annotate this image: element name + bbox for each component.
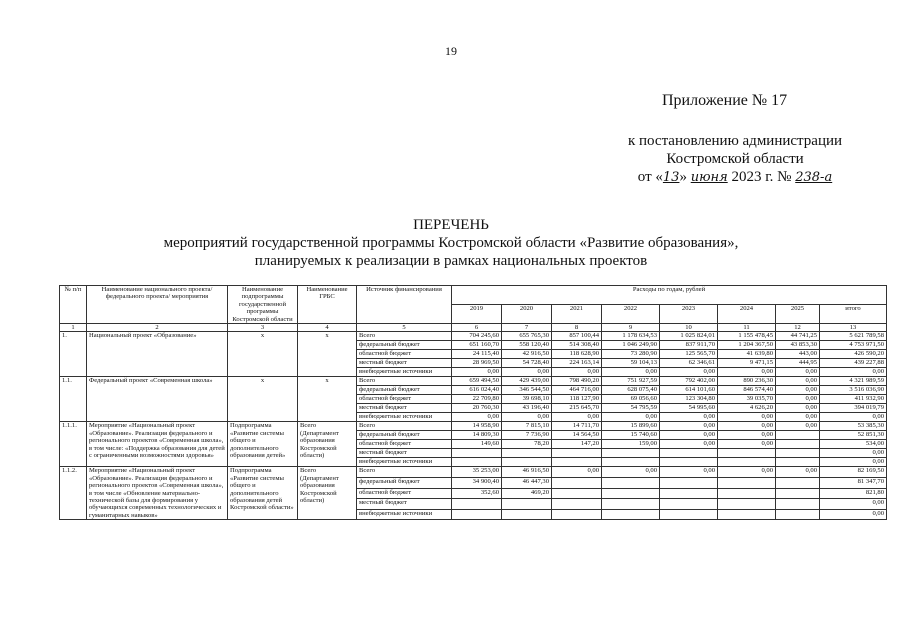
amount-cell — [660, 509, 718, 520]
amount-cell: 558 120,40 — [502, 341, 552, 350]
amount-cell — [602, 458, 660, 467]
amount-cell: 0,00 — [660, 431, 718, 440]
appendix-line-2: Костромской области — [666, 151, 804, 167]
amount-cell: 69 056,60 — [602, 395, 660, 404]
appendix-line-1: к постановлению администрации — [627, 133, 843, 149]
date-mid: » — [679, 169, 687, 185]
amount-cell — [552, 458, 602, 467]
amount-cell: 837 911,70 — [660, 341, 718, 350]
item-number: 1. — [60, 332, 87, 377]
amount-cell — [660, 449, 718, 458]
table-row — [60, 467, 887, 478]
amount-cell: 0,00 — [718, 440, 776, 449]
amount-cell — [776, 449, 820, 458]
amount-cell: 44 741,25 — [776, 332, 820, 341]
amount-cell: 429 439,00 — [502, 377, 552, 386]
amount-cell: 651 160,70 — [452, 341, 502, 350]
header-year: 2023 — [660, 305, 718, 324]
amount-cell: 15 899,60 — [602, 422, 660, 431]
amount-cell: 52 851,30 — [820, 431, 887, 440]
amount-cell — [776, 488, 820, 499]
amount-cell — [602, 449, 660, 458]
amount-cell: 0,00 — [718, 368, 776, 377]
funding-source: внебюджетные источники — [357, 413, 452, 422]
amount-cell: 15 740,60 — [602, 431, 660, 440]
amount-cell — [452, 499, 502, 510]
index-cell: 10 — [660, 324, 718, 332]
amount-cell: 0,00 — [718, 422, 776, 431]
index-cell: 5 — [357, 324, 452, 332]
header-expenses: Расходы по годам, рублей — [452, 286, 887, 305]
amount-cell: 9 471,15 — [718, 359, 776, 368]
amount-cell: 53 385,30 — [820, 422, 887, 431]
amount-cell — [660, 499, 718, 510]
amount-cell — [602, 499, 660, 510]
amount-cell: 394 019,79 — [820, 404, 887, 413]
header-subprogram: Наименование подпрограммы государственной программы Костромской области — [228, 286, 298, 324]
amount-cell — [602, 478, 660, 489]
header-num: № п/п — [60, 286, 87, 324]
amount-cell: 24 115,40 — [452, 350, 502, 359]
appendix-date-line — [600, 168, 870, 187]
amount-cell — [602, 488, 660, 499]
amount-cell: 0,00 — [820, 368, 887, 377]
funding-source: внебюджетные источники — [357, 509, 452, 520]
amount-cell — [602, 509, 660, 520]
item-grbs: Всего (Департамент образования Костромской области) — [298, 467, 357, 520]
table-row — [60, 422, 887, 431]
amount-cell: 224 163,14 — [552, 359, 602, 368]
funding-source: федеральный бюджет — [357, 341, 452, 350]
amount-cell: 655 765,30 — [502, 332, 552, 341]
index-cell: 7 — [502, 324, 552, 332]
amount-cell: 1 046 249,90 — [602, 341, 660, 350]
amount-cell: 0,00 — [602, 413, 660, 422]
header-year: 2020 — [502, 305, 552, 324]
funding-source: областной бюджет — [357, 395, 452, 404]
amount-cell: 0,00 — [602, 467, 660, 478]
header-year: 2019 — [452, 305, 502, 324]
amount-cell: 352,60 — [452, 488, 502, 499]
item-grbs: х — [298, 332, 357, 377]
amount-cell: 0,00 — [660, 413, 718, 422]
amount-cell: 0,00 — [776, 467, 820, 478]
amount-cell: 0,00 — [776, 377, 820, 386]
header-year: 2021 — [552, 305, 602, 324]
title-line-2: мероприятий государственной программы Костромской области «Развитие образования», — [163, 235, 739, 251]
amount-cell: 35 253,00 — [452, 467, 502, 478]
amount-cell: 514 308,40 — [552, 341, 602, 350]
funding-source: федеральный бюджет — [357, 386, 452, 395]
amount-cell: 34 900,40 — [452, 478, 502, 489]
amount-cell: 159,00 — [602, 440, 660, 449]
item-name: Федеральный проект «Современная школа» — [87, 377, 228, 422]
amount-cell — [452, 458, 502, 467]
amount-cell — [452, 509, 502, 520]
amount-cell: 43 196,40 — [502, 404, 552, 413]
amount-cell — [776, 509, 820, 520]
amount-cell: 5 621 789,58 — [820, 332, 887, 341]
amount-cell: 149,60 — [452, 440, 502, 449]
amount-cell: 4 753 971,50 — [820, 341, 887, 350]
item-subprogram: х — [228, 377, 298, 422]
amount-cell — [660, 458, 718, 467]
amount-cell: 0,00 — [776, 413, 820, 422]
amount-cell: 0,00 — [820, 413, 887, 422]
amount-cell: 443,00 — [776, 350, 820, 359]
index-cell: 13 — [820, 324, 887, 332]
amount-cell — [776, 478, 820, 489]
appendix-title: Приложение № 17 — [662, 92, 788, 109]
amount-cell: 751 927,59 — [602, 377, 660, 386]
item-subprogram: х — [228, 332, 298, 377]
item-number: 1.1.1. — [60, 422, 87, 467]
header-name: Наименование национального проекта/ федерального проекта/ мероприятия — [87, 286, 228, 324]
index-row — [60, 324, 887, 332]
amount-cell: 0,00 — [502, 368, 552, 377]
amount-cell: 14 564,50 — [552, 431, 602, 440]
amount-cell: 411 932,90 — [820, 395, 887, 404]
amount-cell — [502, 509, 552, 520]
index-cell: 9 — [602, 324, 660, 332]
funding-source: местный бюджет — [357, 449, 452, 458]
amount-cell: 123 304,80 — [660, 395, 718, 404]
funding-source: Всего — [357, 422, 452, 431]
amount-cell: 0,00 — [776, 422, 820, 431]
amount-cell: 0,00 — [820, 458, 887, 467]
item-number: 1.1.2. — [60, 467, 87, 520]
amount-cell: 39 698,10 — [502, 395, 552, 404]
amount-cell — [552, 509, 602, 520]
amount-cell: 0,00 — [660, 467, 718, 478]
amount-cell: 0,00 — [776, 386, 820, 395]
item-name: Национальный проект «Образование» — [87, 332, 228, 377]
document-title — [0, 216, 902, 270]
amount-cell — [552, 478, 602, 489]
amount-cell: 846 574,40 — [718, 386, 776, 395]
amount-cell: 821,80 — [820, 488, 887, 499]
index-cell: 1 — [60, 324, 87, 332]
amount-cell — [718, 478, 776, 489]
amount-cell: 0,00 — [660, 422, 718, 431]
table-row — [60, 377, 887, 386]
amount-cell — [660, 488, 718, 499]
amount-cell: 14 958,90 — [452, 422, 502, 431]
amount-cell: 22 709,80 — [452, 395, 502, 404]
amount-cell: 39 035,70 — [718, 395, 776, 404]
amount-cell: 46 447,30 — [502, 478, 552, 489]
amount-cell: 704 245,60 — [452, 332, 502, 341]
header-year: 2024 — [718, 305, 776, 324]
item-grbs: Всего (Департамент образования Костромской области) — [298, 422, 357, 467]
amount-cell: 426 590,20 — [820, 350, 887, 359]
amount-cell — [718, 449, 776, 458]
amount-cell: 73 280,90 — [602, 350, 660, 359]
item-subprogram: Подпрограмма «Развитие системы общего и дополнительного образования детей Костромской области» — [228, 467, 298, 520]
item-name: Мероприятие «Национальный проект «Образование». Реализация федерального и регионального проектов «Современная школа», в том числе «Обновление материально-технической базы для формирования у обучающихся современных технологических и гуманитарных навыков» — [87, 467, 228, 520]
amount-cell: 1 178 634,53 — [602, 332, 660, 341]
amount-cell: 1 204 367,50 — [718, 341, 776, 350]
amount-cell: 614 101,60 — [660, 386, 718, 395]
amount-cell: 0,00 — [718, 467, 776, 478]
funding-source: внебюджетные источники — [357, 368, 452, 377]
header-year: 2025 — [776, 305, 820, 324]
amount-cell — [452, 449, 502, 458]
item-number: 1.1. — [60, 377, 87, 422]
amount-cell: 0,00 — [820, 499, 887, 510]
header-source: Источник финансирования — [357, 286, 452, 324]
amount-cell: 0,00 — [820, 449, 887, 458]
amount-cell: 798 490,20 — [552, 377, 602, 386]
funding-source: местный бюджет — [357, 404, 452, 413]
title-line-1: ПЕРЕЧЕНЬ — [413, 217, 489, 233]
amount-cell — [552, 488, 602, 499]
amount-cell — [502, 449, 552, 458]
date-day: 13 — [662, 170, 680, 185]
amount-cell: 0,00 — [502, 413, 552, 422]
amount-cell: 54 795,59 — [602, 404, 660, 413]
amount-cell: 439 227,88 — [820, 359, 887, 368]
amount-cell: 20 760,30 — [452, 404, 502, 413]
index-cell: 6 — [452, 324, 502, 332]
amount-cell: 215 645,70 — [552, 404, 602, 413]
amount-cell — [776, 431, 820, 440]
index-cell: 12 — [776, 324, 820, 332]
amount-cell: 62 346,61 — [660, 359, 718, 368]
amount-cell: 0,00 — [552, 368, 602, 377]
item-name: Мероприятие «Национальный проект «Образование». Реализация федерального и регионального проектов «Современная школа», в том числе: «Поддержка образования для детей с ограниченными возможностями здоровья» — [87, 422, 228, 467]
item-grbs: х — [298, 377, 357, 422]
amount-cell: 46 916,50 — [502, 467, 552, 478]
index-cell: 3 — [228, 324, 298, 332]
amount-cell: 469,20 — [502, 488, 552, 499]
doc-number: 238-а — [795, 170, 833, 185]
amount-cell: 54 728,40 — [502, 359, 552, 368]
funding-source: Всего — [357, 467, 452, 478]
funding-source: Всего — [357, 332, 452, 341]
amount-cell: 792 402,00 — [660, 377, 718, 386]
amount-cell: 0,00 — [718, 431, 776, 440]
amount-cell: 82 169,50 — [820, 467, 887, 478]
amount-cell: 1 025 824,01 — [660, 332, 718, 341]
amount-cell: 659 494,50 — [452, 377, 502, 386]
amount-cell: 890 236,30 — [718, 377, 776, 386]
amount-cell: 4 321 989,59 — [820, 377, 887, 386]
amount-cell: 0,00 — [660, 440, 718, 449]
amount-cell — [776, 499, 820, 510]
amount-cell: 857 100,44 — [552, 332, 602, 341]
amount-cell — [776, 440, 820, 449]
amount-cell — [776, 458, 820, 467]
date-year: 2023 г. № — [731, 169, 792, 185]
measures-table — [59, 285, 887, 520]
table-row — [60, 332, 887, 341]
amount-cell: 81 347,70 — [820, 478, 887, 489]
amount-cell: 28 969,50 — [452, 359, 502, 368]
amount-cell — [718, 458, 776, 467]
amount-cell: 0,00 — [552, 467, 602, 478]
amount-cell: 0,00 — [776, 395, 820, 404]
amount-cell — [718, 509, 776, 520]
amount-cell — [660, 478, 718, 489]
amount-cell: 0,00 — [452, 368, 502, 377]
amount-cell: 0,00 — [452, 413, 502, 422]
header-year: 2022 — [602, 305, 660, 324]
amount-cell: 14 711,70 — [552, 422, 602, 431]
amount-cell: 0,00 — [820, 509, 887, 520]
amount-cell: 628 075,40 — [602, 386, 660, 395]
funding-source: областной бюджет — [357, 440, 452, 449]
date-prefix: от « — [637, 169, 663, 185]
amount-cell: 534,00 — [820, 440, 887, 449]
amount-cell: 0,00 — [718, 413, 776, 422]
amount-cell: 147,20 — [552, 440, 602, 449]
item-subprogram: Подпрограмма «Развитие системы общего и дополнительного образования детей» — [228, 422, 298, 467]
amount-cell: 78,20 — [502, 440, 552, 449]
amount-cell: 464 716,00 — [552, 386, 602, 395]
header-grbs: Наименование ГРБС — [298, 286, 357, 324]
amount-cell — [718, 499, 776, 510]
amount-cell: 0,00 — [552, 413, 602, 422]
title-line-3: планируемых к реализации в рамках национальных проектов — [254, 253, 648, 269]
funding-source: Всего — [357, 377, 452, 386]
amount-cell: 616 024,40 — [452, 386, 502, 395]
funding-source: местный бюджет — [357, 359, 452, 368]
funding-source: федеральный бюджет — [357, 478, 452, 489]
amount-cell: 444,95 — [776, 359, 820, 368]
amount-cell: 43 853,30 — [776, 341, 820, 350]
index-cell: 11 — [718, 324, 776, 332]
amount-cell: 4 626,20 — [718, 404, 776, 413]
header-year: итого — [820, 305, 887, 324]
amount-cell: 7 736,90 — [502, 431, 552, 440]
index-cell: 4 — [298, 324, 357, 332]
index-cell: 2 — [87, 324, 228, 332]
amount-cell — [502, 499, 552, 510]
amount-cell: 0,00 — [776, 368, 820, 377]
amount-cell: 42 916,50 — [502, 350, 552, 359]
amount-cell: 0,00 — [660, 368, 718, 377]
amount-cell: 0,00 — [776, 404, 820, 413]
amount-cell: 346 544,50 — [502, 386, 552, 395]
amount-cell: 118 628,90 — [552, 350, 602, 359]
amount-cell: 54 995,60 — [660, 404, 718, 413]
page-number: 19 — [445, 44, 457, 58]
amount-cell — [552, 449, 602, 458]
amount-cell: 1 155 478,45 — [718, 332, 776, 341]
amount-cell — [552, 499, 602, 510]
amount-cell: 59 104,13 — [602, 359, 660, 368]
funding-source: областной бюджет — [357, 488, 452, 499]
date-month: июня — [690, 170, 728, 185]
amount-cell: 0,00 — [602, 368, 660, 377]
funding-source: областной бюджет — [357, 350, 452, 359]
funding-source: местный бюджет — [357, 499, 452, 510]
index-cell: 8 — [552, 324, 602, 332]
funding-source: внебюджетные источники — [357, 458, 452, 467]
amount-cell: 7 815,10 — [502, 422, 552, 431]
amount-cell: 41 639,80 — [718, 350, 776, 359]
amount-cell — [718, 488, 776, 499]
amount-cell: 118 127,90 — [552, 395, 602, 404]
amount-cell: 14 809,30 — [452, 431, 502, 440]
amount-cell — [502, 458, 552, 467]
amount-cell: 3 516 036,90 — [820, 386, 887, 395]
funding-source: федеральный бюджет — [357, 431, 452, 440]
amount-cell: 125 565,70 — [660, 350, 718, 359]
